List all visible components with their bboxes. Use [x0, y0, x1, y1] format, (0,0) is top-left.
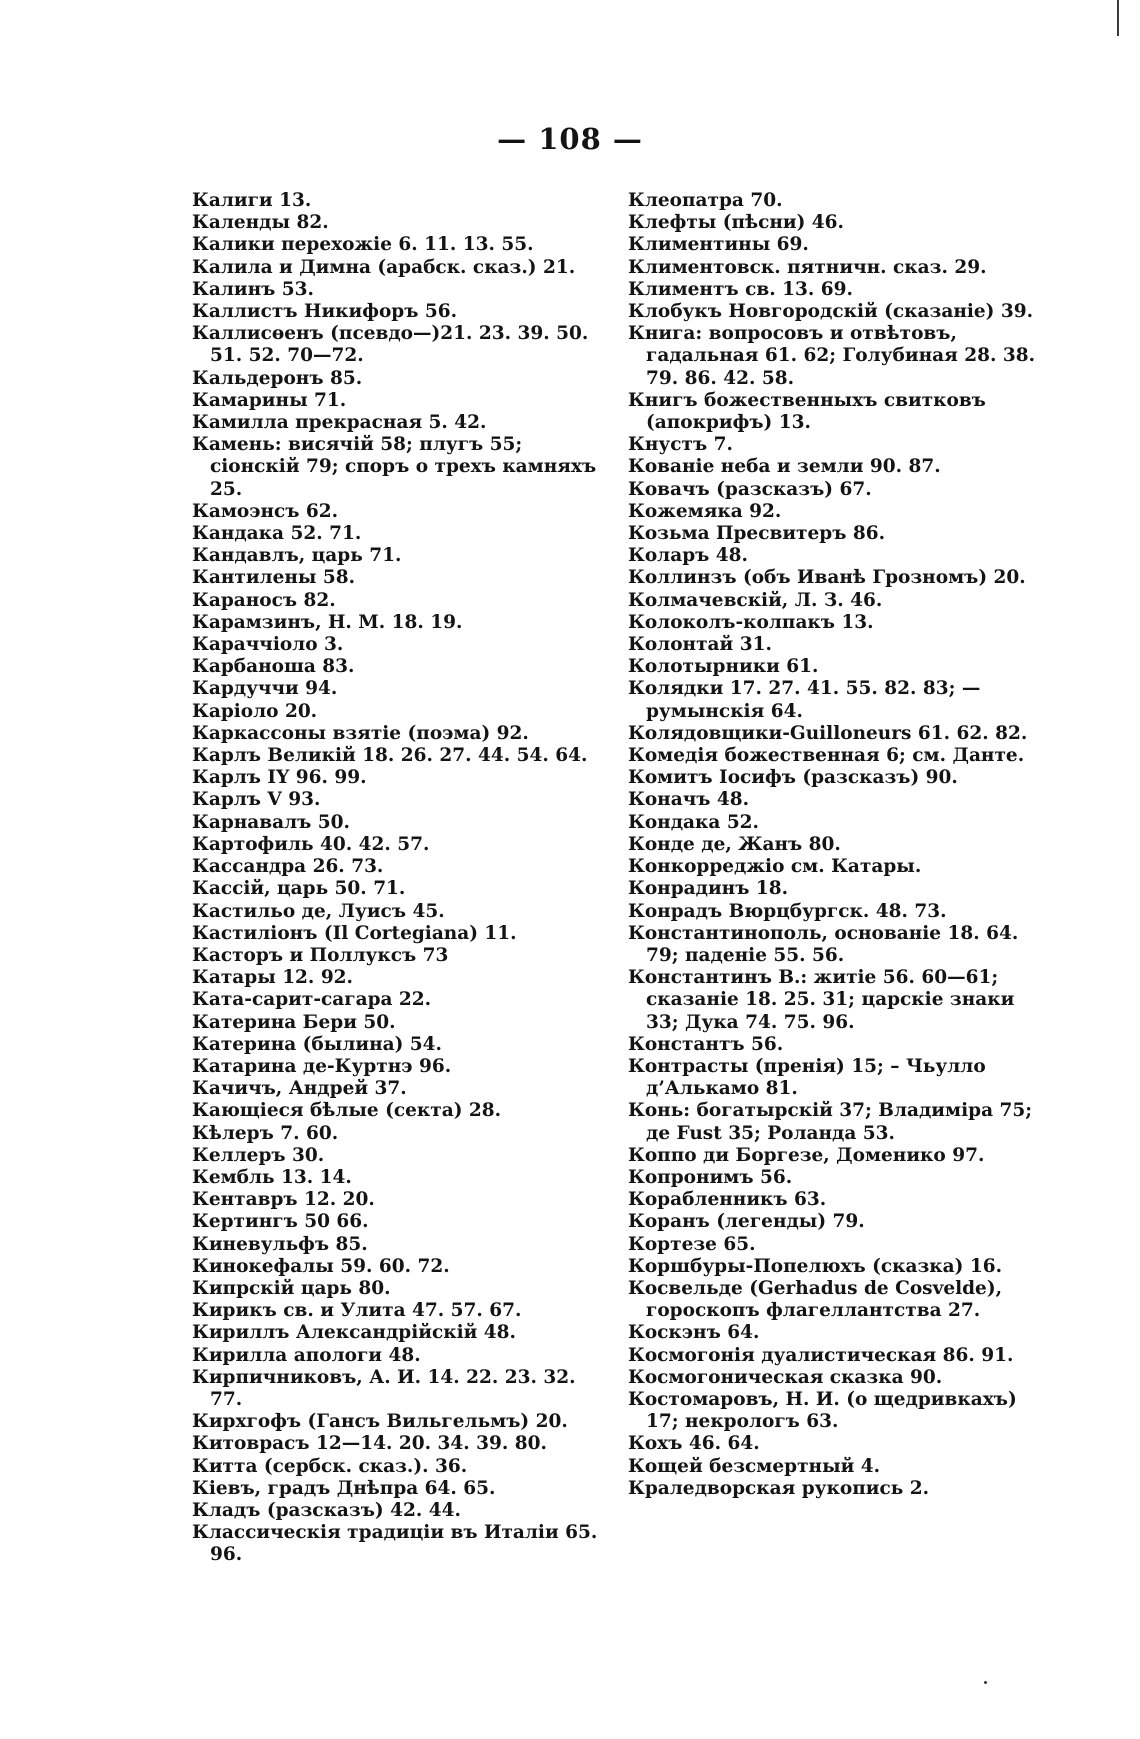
index-entry: Карбаноша 83. — [192, 656, 355, 678]
index-entry: Ката-сарит-сагара 22. — [192, 989, 432, 1011]
index-entry: Китта (сербск. сказ.). 36. — [192, 1455, 468, 1477]
index-entry: Кантилены 58. — [192, 567, 356, 589]
index-entry: Коппо ди Боргезе, Доменико 97. — [628, 1144, 985, 1166]
index-entry: Клобукъ Новгородскій (сказаніе) 39. — [628, 301, 1034, 323]
index-entry: Калиги 13. — [192, 190, 312, 211]
index-entry: Константинополь, основаніе 18. 64. 79; паденіе 55. 56. — [628, 922, 1019, 966]
index-entry: Космогонія дуалистическая 86. 91. — [628, 1344, 1014, 1366]
index-entry: Кованіе неба и земли 90. 87. — [628, 456, 941, 478]
index-entry: Клеопатра 70. — [628, 190, 783, 211]
index-entry: Книгъ божественныхъ свитковъ (апокрифъ) 13. — [628, 389, 986, 434]
index-entry: Классическія традиціи въ Италіи 65. 96. — [192, 1522, 598, 1566]
index-entry: Кардуччи 94. — [192, 678, 338, 700]
index-entry: Катерина Бери 50. — [192, 1011, 396, 1033]
index-entry: Ковачъ (разсказъ) 67. — [628, 478, 872, 500]
index-entry: Календы 82. — [192, 212, 329, 234]
index-entry: Караччіоло 3. — [192, 634, 344, 656]
index-entry: Кассій, царь 50. 71. — [192, 878, 406, 900]
index-entry: Кинокефалы 59. 60. 72. — [192, 1255, 450, 1277]
index-entry: Колоколъ-колпакъ 13. — [628, 611, 874, 633]
index-entry: Карлъ V 93. — [192, 789, 321, 811]
index-entry: Кирикъ св. и Улита 47. 57. 67. — [192, 1300, 522, 1322]
index-entry: Конде де, Жанъ 80. — [628, 833, 841, 855]
index-entry: Константинъ В.: житіе 56. 60—61; сказаніе 18. 25. 31; царскіе знаки 33; Дука 74. 75. 96. — [628, 967, 1015, 1033]
index-entry: Корабленникъ 63. — [628, 1189, 827, 1211]
index-entry: Кладъ (разсказъ) 42. 44. — [192, 1499, 461, 1521]
index-entry: Карлъ Великій 18. 26. 27. 44. 54. 64. — [192, 745, 588, 767]
index-entry: Колотырники 61. — [628, 656, 819, 678]
index-entry: Кирпичниковъ, А. И. 14. 22. 23. 32. 77. — [192, 1366, 576, 1410]
index-entry: Коллинзъ (объ Иванѣ Грозномъ) 20. — [628, 567, 1026, 589]
index-entry: Колонтай 31. — [628, 634, 772, 656]
index-entry: Карнавалъ 50. — [192, 811, 350, 833]
index-entry: Кентавръ 12. 20. — [192, 1189, 375, 1211]
index-entry: Китоврасъ 12—14. 20. 34. 39. 80. — [192, 1433, 547, 1455]
page-number: — 108 — — [497, 122, 643, 156]
index-entry: Комитъ Іосифъ (разсказъ) 90. — [628, 767, 958, 789]
index-entry: Кѣлеръ 7. 60. — [192, 1122, 339, 1144]
index-entry: Кающіеся бѣлые (секта) 28. — [192, 1100, 502, 1122]
index-entry: Каріоло 20. — [192, 700, 318, 722]
index-entry: Клефты (пѣсни) 46. — [628, 212, 844, 234]
index-entry: Колядовщики-Guilloneurs 61. 62. 82. — [628, 722, 1028, 744]
index-entry: Карлъ IY 96. 99. — [192, 767, 367, 789]
index-entry: Колядки 17. 27. 41. 55. 82. 83; —румынскія 64. — [628, 678, 981, 722]
index-entry: Косвельде (Gerhadus de Cosvelde), гороскопъ флагеллантства 27. — [628, 1277, 1003, 1322]
index-entry: Климентовск. пятничн. сказ. 29. — [628, 256, 987, 278]
index-entry: Климентины 69. — [628, 234, 809, 256]
index-entry: Кіевъ, градъ Днѣпра 64. 65. — [192, 1477, 496, 1499]
index-column-left — [192, 190, 612, 1567]
index-entry: Кортезе 65. — [628, 1233, 756, 1255]
index-column-right — [628, 190, 1038, 1500]
index-entry: Конрадинъ 18. — [628, 878, 789, 900]
index-entry: Конрадъ Вюрцбургск. 48. 73. — [628, 900, 947, 922]
index-entry: Коларъ 48. — [628, 545, 748, 567]
scan-dust-dot — [984, 1681, 987, 1684]
index-entry: Киневульфъ 85. — [192, 1233, 368, 1255]
index-entry: Коранъ (легенды) 79. — [628, 1211, 865, 1233]
index-entry: Каллистъ Никифоръ 56. — [192, 301, 458, 323]
index-entry: Катерина (былина) 54. — [192, 1033, 442, 1055]
index-entry: Книга: вопросовъ и отвѣтовъ, гадальная 61. 62; Голубиная 28. 38. 79. 86. 42. 58. — [628, 323, 1036, 389]
index-entry: Караносъ 82. — [192, 589, 336, 611]
index-entry: Кассандра 26. 73. — [192, 856, 384, 878]
index-entry: Кипрскій царь 80. — [192, 1277, 391, 1299]
index-entry: Кощей безсмертный 4. — [628, 1455, 881, 1477]
index-entry: Качичъ, Андрей 37. — [192, 1078, 407, 1100]
index-entry: Козьма Пресвитеръ 86. — [628, 523, 886, 545]
index-entry: Кандака 52. 71. — [192, 523, 362, 545]
index-entry: Кертингъ 50 66. — [192, 1211, 369, 1233]
index-entry: Касторъ и Поллуксъ 73 — [192, 944, 449, 966]
index-entry: Картофиль 40. 42. 57. — [192, 833, 430, 855]
index-entry: Кожемяка 92. — [628, 500, 782, 522]
index-entry: Катарина де-Куртнэ 96. — [192, 1055, 452, 1077]
index-entry: Конкорреджіо см. Катары. — [628, 856, 922, 878]
index-entry: Космогоническая сказка 90. — [628, 1366, 943, 1388]
index-entry: Каллисөенъ (псевдо—)21. 23. 39. 50. 51. 52. 70—72. — [192, 323, 589, 367]
index-entry: Коначъ 48. — [628, 789, 750, 811]
index-entry: Каркассоны взятіе (поэма) 92. — [192, 722, 529, 744]
index-entry: Коскэнъ 64. — [628, 1322, 760, 1344]
index-entry: Камень: висячій 58; плугъ 55; сіонскій 79; споръ о трехъ камняхъ 25. — [192, 434, 597, 500]
index-entry: Калики перехожіе 6. 11. 13. 55. — [192, 234, 534, 256]
index-entry: Камарины 71. — [192, 389, 347, 411]
index-entry: Краледворская рукопись 2. — [628, 1477, 930, 1499]
index-entry: Костомаровъ, Н. И. (о щедривкахъ) 17; некрологъ 63. — [628, 1388, 1017, 1433]
index-entry: Камилла прекрасная 5. 42. — [192, 412, 487, 434]
index-entry: Конь: богатырскій 37; Владиміра 75; де Fust 35; Роланда 53. — [628, 1100, 1033, 1144]
index-entry: Кондака 52. — [628, 811, 759, 833]
index-entry: Копронимъ 56. — [628, 1166, 793, 1188]
index-entry: Кальдеронъ 85. — [192, 367, 363, 389]
index-entry: Контрасты (пренія) 15; – Чьулло д’Алькамо 81. — [628, 1055, 986, 1100]
index-entry: Кирилла апологи 48. — [192, 1344, 421, 1366]
index-entry: Карамзинъ, Н. М. 18. 19. — [192, 611, 463, 633]
index-entry: Кохъ 46. 64. — [628, 1433, 760, 1455]
index-entry: Катары 12. 92. — [192, 967, 353, 989]
index-entry: Комедія божественная 6; см. Данте. — [628, 745, 1025, 767]
index-entry: Кнустъ 7. — [628, 434, 733, 456]
index-entry: Климентъ св. 13. 69. — [628, 278, 853, 300]
index-entry: Кембль 13. 14. — [192, 1166, 352, 1188]
index-entry: Константъ 56. — [628, 1033, 784, 1055]
index-entry: Калила и Димна (арабск. сказ.) 21. — [192, 256, 576, 278]
index-entry: Колмачевскій, Л. З. 46. — [628, 589, 883, 611]
index-entry: Коршбуры-Попелюхъ (сказка) 16. — [628, 1255, 1003, 1277]
index-entry: Кастиліонъ (Il Cortegiana) 11. — [192, 922, 517, 944]
scan-edge-mark — [1117, 0, 1119, 36]
index-entry: Кастильо де, Луисъ 45. — [192, 900, 445, 922]
index-entry: Кандавлъ, царь 71. — [192, 545, 402, 567]
index-entry: Камоэнсъ 62. — [192, 500, 339, 522]
index-entry: Калинъ 53. — [192, 278, 314, 300]
index-entry: Келлеръ 30. — [192, 1144, 325, 1166]
index-entry: Кирхгофъ (Гансъ Вильгельмъ) 20. — [192, 1411, 568, 1433]
index-entry: Кириллъ Александрійскій 48. — [192, 1322, 516, 1344]
